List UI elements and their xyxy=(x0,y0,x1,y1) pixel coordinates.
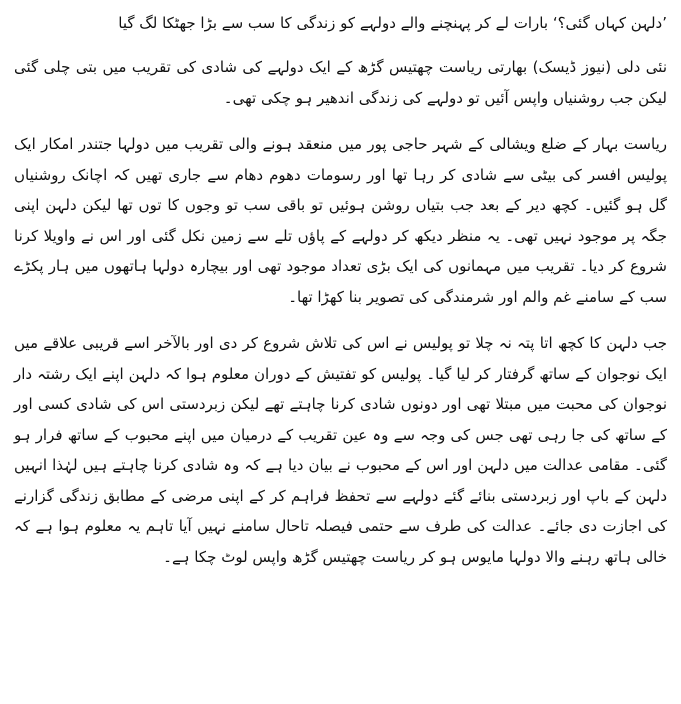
paragraph-intro: نئی دلی (نیوز ڈیسک) بھارتی ریاست چھتیس گڑھ کے ایک دولہے کی شادی کی تقریب میں بتی چلی گئی لیکن جب روشنیاں واپس آئیں تو دولہے کی زندگی اندھیر ہو چکی تھی۔ xyxy=(14,58,667,107)
paragraph-incident: ریاست بہار کے ضلع ویشالی کے شہر حاجی پور میں منعقد ہونے والی تقریب میں دولہا جتندر امکار ایک پولیس افسر کی بیٹی سے شادی کر رہا تھا اور رسومات دھوم دھام سے جاری تھیں کہ اچانک روشنیاں گل ہو گئیں۔ کچھ دیر کے بعد جب بتیاں روشن ہوئیں تو باقی سب تو وجوں کا توں تھا لیکن دلہن اپنی جگہ پر موجود نہیں تھی۔ یہ منظر دیکھ کر دولہے کے پاؤں تلے سے زمین نکل گئی اور اس نے واویلا کرنا شروع کر دیا۔ تقریب میں مہمانوں کی ایک بڑی تعداد موجود تھی اور بیچارہ دولہا ہاتھوں میں ہار پکڑے سب کے سامنے غم والم اور شرمندگی کی تصویر بنا کھڑا تھا۔ xyxy=(14,135,667,306)
headline: ’دلہن کہاں گئی؟‘ بارات لے کر پہنچنے والے دولہے کو زندگی کا سب سے بڑا جھٹکا لگ گیا xyxy=(118,14,667,32)
paragraph-aftermath: جب دلہن کا کچھ اتا پتہ نہ چلا تو پولیس نے اس کی تلاش شروع کر دی اور بالآخر اسے قریبی علاقے میں ایک نوجوان کے ساتھ گرفتار کر لیا گیا۔ پولیس کو تفتیش کے دوران معلوم ہوا کہ دلہن اپنے ایک رشتہ دار نوجوان کی محبت میں مبتلا تھی اور دونوں شادی کرنا چاہتے تھے لیکن زبردستی اس کی شادی کسی اور کے ساتھ کی جا رہی تھی جس کی وجہ سے وہ عین تقریب کے درمیان میں اپنے محبوب کے ساتھ فرار ہو گئی۔ مقامی عدالت میں دلہن اور اس کے محبوب نے بیان دیا ہے کہ وہ شادی کرنا چاہتے ہیں لہٰذا انہیں دلہن کے باپ اور زبردستی بنائے گئے دولہے سے تحفظ فراہم کر کے اپنی مرضی کے مطابق زندگی گزارنے کی اجازت دی جائے۔ عدالت کی طرف سے حتمی فیصلہ تاحال سامنے نہیں آیا تاہم یہ معلوم ہوا ہے کہ خالی ہاتھ رہنے والا دولہا مایوس ہو کر ریاست چھتیس گڑھ واپس لوٹ چکا ہے۔ xyxy=(14,334,667,566)
